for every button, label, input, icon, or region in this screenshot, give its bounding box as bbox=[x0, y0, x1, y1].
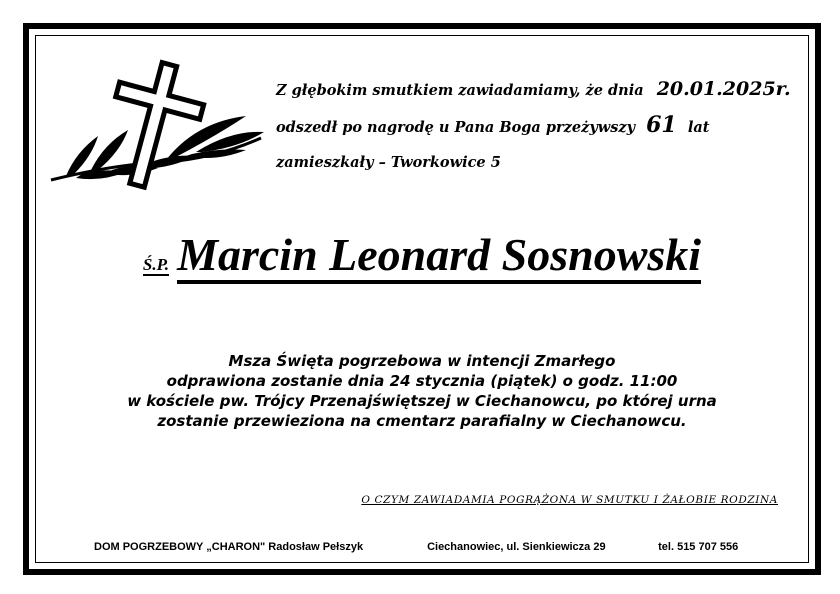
announcement-line-2 bbox=[276, 112, 709, 138]
family-closing: O CZYM ZAWIADAMIA POGRĄŻONA W SMUTKU I ŻAŁOBIE RODZINA bbox=[361, 494, 778, 506]
age-unit: lat bbox=[687, 119, 710, 136]
announcement-text-2: odszedł po nagrodę u Pana Boga przeżywszy bbox=[276, 119, 636, 136]
mass-info bbox=[36, 351, 808, 431]
announcement-text: Z głębokim smutkiem zawiadamiamy, że dnia bbox=[276, 82, 644, 99]
death-date: 20.01.2025r. bbox=[656, 78, 791, 100]
residence-line: zamieszkały – Tworkowice 5 bbox=[276, 154, 501, 171]
name-prefix: Ś.P. bbox=[142, 255, 170, 274]
cross-with-palm-icon bbox=[46, 52, 266, 192]
mass-line: odprawiona zostanie dnia 24 stycznia (piątek) o godz. 11:00 bbox=[166, 372, 678, 390]
age-value: 61 bbox=[646, 112, 677, 138]
funeral-home-phone: tel. 515 707 556 bbox=[658, 541, 739, 553]
deceased-name: Marcin Leonard Sosnowski bbox=[177, 229, 701, 284]
obituary-frame bbox=[23, 23, 821, 575]
mass-line: w kościele pw. Trójcy Przenajświętszej w Ciechanowcu, po której urna bbox=[127, 392, 717, 410]
mass-line: Msza Święta pogrzebowa w intencji Zmarłego bbox=[228, 352, 616, 370]
announcement-line-1 bbox=[276, 78, 791, 100]
deceased-name-row bbox=[36, 228, 808, 281]
funeral-home-name: DOM POGRZEBOWY „CHARON" Radosław Pełszyk bbox=[94, 541, 364, 553]
mass-line: zostanie przewieziona na cmentarz parafialny w Ciechanowcu. bbox=[157, 412, 687, 430]
funeral-home-footer bbox=[94, 541, 738, 553]
inner-border bbox=[35, 35, 809, 563]
funeral-home-address: Ciechanowiec, ul. Sienkiewicza 29 bbox=[427, 541, 606, 553]
